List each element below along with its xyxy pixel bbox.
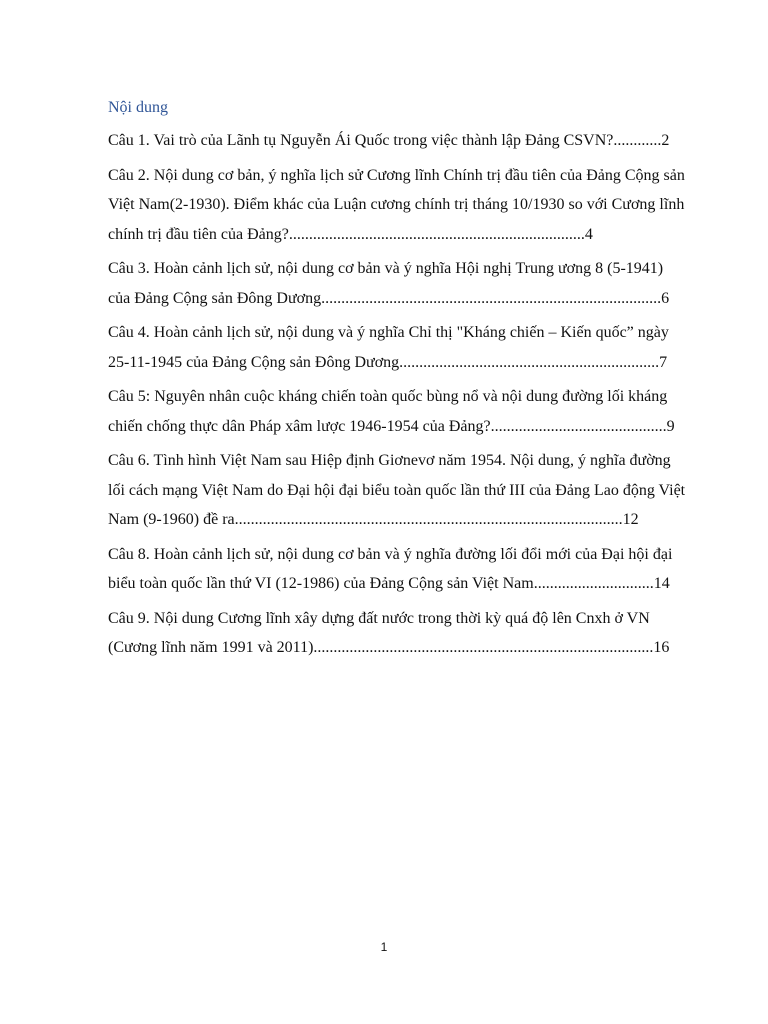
toc-entry-leader: ............ [613,132,662,149]
toc-entry-text: Câu 1. Vai trò của Lãnh tụ Nguyễn Ái Quốc trong việc thành lập Đảng CSVN? [108,132,614,149]
toc-entry-page: 7 [659,353,668,371]
toc-entry-leader: .............................. [533,575,654,592]
toc-entry-3[interactable] [108,254,686,313]
toc-entry-1[interactable] [108,126,686,156]
toc-entry-page: 9 [666,417,675,435]
toc-entry-text: Câu 6. Tình hình Việt Nam sau Hiệp định Giơnevơ năm 1954. Nội dung, ý nghĩa đường lối cách mạng Việt Nam do Đại hội đại biểu toàn quốc lần thứ III của Đảng Lao động Việt Nam (9-1960) đề ra [108,452,686,528]
page-number: 1 [380,940,388,954]
toc-entry-4[interactable] [108,318,686,377]
toc-entry-page: 4 [584,225,593,243]
toc-entry-text: Câu 9. Nội dung Cương lĩnh xây dựng đất nước trong thời kỳ quá độ lên Cnxh ở VN (Cương lĩnh năm 1991 và 2011) [108,609,650,656]
toc-entry-page: 14 [653,575,670,592]
toc-entry-5[interactable] [108,382,686,441]
toc-entry-leader: ................................................................. [399,353,660,371]
toc-entry-leader: ..................................................................................... [313,639,654,656]
toc-entry-6[interactable] [108,446,686,535]
toc-entry-text: Câu 8. Hoàn cảnh lịch sử, nội dung cơ bản và ý nghĩa đường lối đổi mới của Đại hội đại biểu toàn quốc lần thứ VI (12-1986) của Đảng Cộng sản Việt Nam [108,545,673,592]
toc-entry-2[interactable] [108,161,686,250]
toc-entry-leader: ..................................................................................... [321,289,662,307]
toc-entry-8[interactable] [108,540,686,599]
toc-entry-text: Câu 2. Nội dung cơ bản, ý nghĩa lịch sử Cương lĩnh Chính trị đầu tiên của Đảng Cộng sản Việt Nam(2-1930). Điểm khác của Luận cương chính trị tháng 10/1930 so với Cương lĩnh chính trị đầu tiên của Đảng? [108,166,685,243]
toc-entry-9[interactable] [108,604,686,663]
toc-entry-leader: .......................................................................... [288,225,585,243]
toc-entry-text: Câu 4. Hoàn cảnh lịch sử, nội dung và ý nghĩa Chỉ thị "Kháng chiến – Kiến quốc” ngày 25-11-1945 của Đảng Cộng sản Đông Dương [108,324,669,371]
toc-list [108,126,686,668]
toc-entry-leader: ............................................ [490,417,667,435]
toc-entry-page: 16 [653,639,670,656]
toc-entry-page: 12 [622,511,639,528]
toc-entry-text: Câu 5: Nguyên nhân cuộc kháng chiến toàn quốc bùng nổ và nội dung đường lối kháng chiến chống thực dân Pháp xâm lược 1946-1954 của Đảng? [108,388,668,435]
toc-title: Nội dung [108,99,168,116]
toc-entry-leader: ................................................................................................. [234,511,623,528]
toc-entry-page: 2 [661,132,670,149]
toc-entry-page: 6 [661,289,670,307]
toc-entry-text: Câu 3. Hoàn cảnh lịch sử, nội dung cơ bản và ý nghĩa Hội nghị Trung ương 8 (5-1941) của Đảng Cộng sản Đông Dương [108,260,664,307]
